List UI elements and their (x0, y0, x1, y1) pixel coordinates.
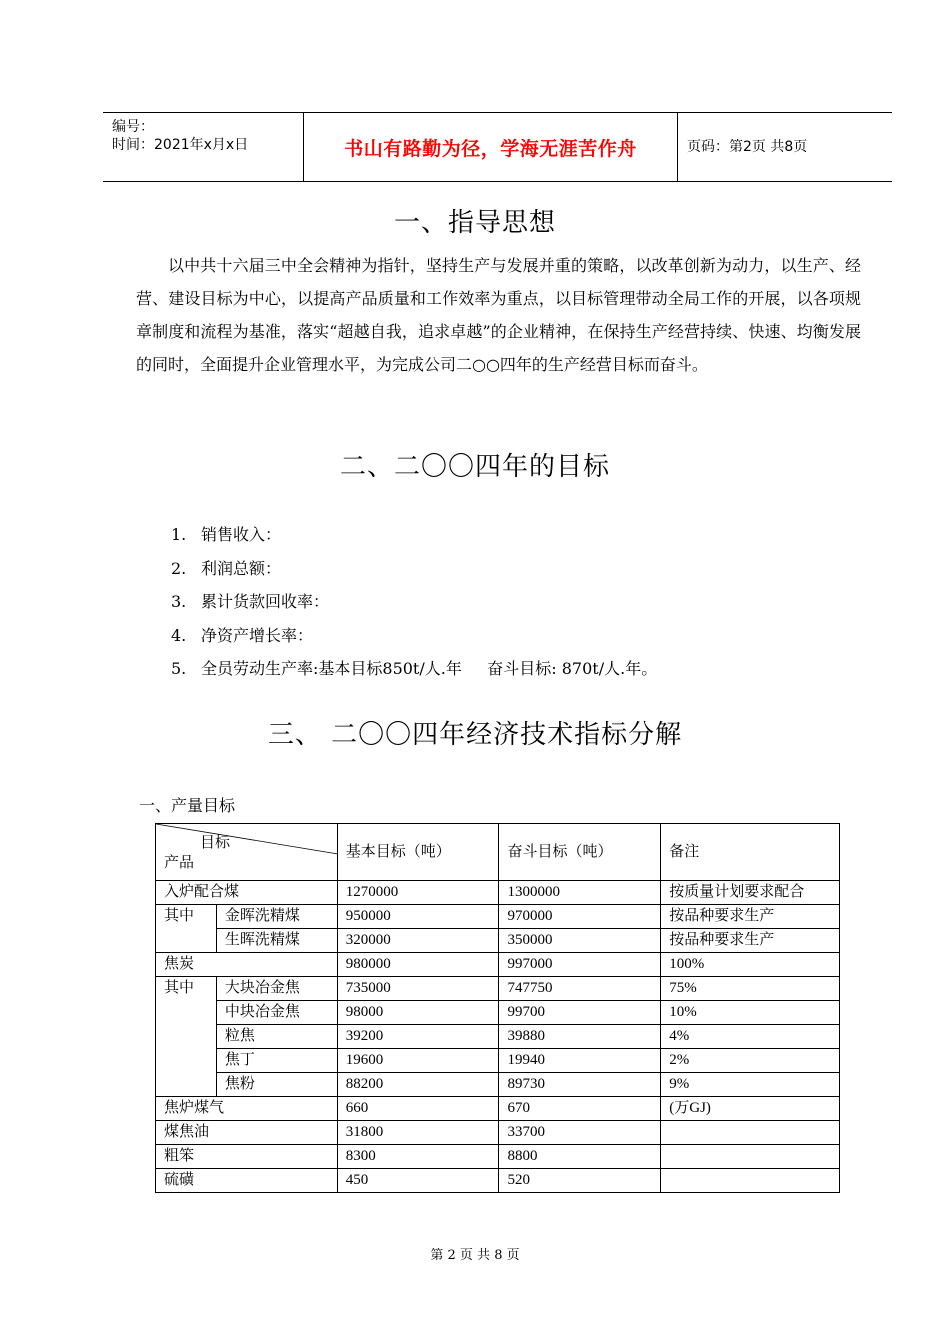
table-cell: 生晖洗精煤 (216, 929, 337, 953)
table-cell: 670 (499, 1097, 661, 1121)
table-row (156, 977, 840, 1001)
table-cell: 89730 (499, 1073, 661, 1097)
table-cell: 入炉配合煤 (156, 881, 338, 905)
table-cell: 按品种要求生产 (661, 929, 840, 953)
table-cell (661, 1121, 840, 1145)
table-cell: 其中 (156, 905, 217, 953)
table-row (156, 1049, 840, 1073)
table-cell: 980000 (337, 953, 499, 977)
table-cell: 8300 (337, 1145, 499, 1169)
section1-body: 以中共十六届三中全会精神为指针，坚持生产与发展并重的策略，以改革创新为动力，以生产、经营、建设目标为中心，以提高产品质量和工作效率为重点，以目标管理带动全局工作的开展，以各项规章制度和流程为基准，落实“超越自我，追求卓越”的企业精神，在保持生产经营持续、快速、均衡发展的同时，全面提升企业管理水平，为完成公司二○○四年的生产经营目标而奋斗。 (136, 256, 861, 374)
table-cell: 320000 (337, 929, 499, 953)
table-row (156, 929, 840, 953)
section1-title: 一、指导思想 (393, 208, 556, 238)
table-row (156, 881, 840, 905)
header-target-label: 目标 (200, 835, 231, 851)
table-cell: 按品种要求生产 (661, 905, 840, 929)
table-cell: 75% (661, 977, 840, 1001)
table-row (156, 1025, 840, 1049)
goals-list (171, 518, 657, 686)
goal-item: 3. 累计货款回收率： (171, 592, 330, 611)
table-cell: 19600 (337, 1049, 499, 1073)
table-cell: 其中 (156, 977, 217, 1097)
table-row (156, 905, 840, 929)
table-cell: 950000 (337, 905, 499, 929)
goal-item: 5. 全员劳动生产率:基本目标850t/人.年 奋斗目标: 870t/人.年。 (171, 659, 658, 678)
table-cell: 焦炭 (156, 953, 338, 977)
table-cell: 4% (661, 1025, 840, 1049)
table-row (156, 1121, 840, 1145)
table-cell: 按质量计划要求配合 (661, 881, 840, 905)
table-cell: 粗笨 (156, 1145, 338, 1169)
table-cell: 450 (337, 1169, 499, 1193)
section3-title: 三、 二〇〇四年经济技术指标分解 (267, 720, 683, 750)
header-note: 备注 (661, 824, 840, 881)
table-cell: 9% (661, 1073, 840, 1097)
section2-title: 二、二〇〇四年的目标 (339, 452, 610, 482)
table-row (156, 1145, 840, 1169)
table-cell: 10% (661, 1001, 840, 1025)
table-cell: 970000 (499, 905, 661, 929)
goal-item: 2. 利润总额： (171, 558, 282, 578)
table-cell: (万GJ) (661, 1097, 840, 1121)
table-cell: 997000 (499, 953, 661, 977)
table-cell: 31800 (337, 1121, 499, 1145)
table-cell: 8800 (499, 1145, 661, 1169)
table-row (156, 1097, 840, 1121)
table-cell (661, 1169, 840, 1193)
table-cell: 19940 (499, 1049, 661, 1073)
table-cell (661, 1145, 840, 1169)
table-cell: 99700 (499, 1001, 661, 1025)
table-row (156, 1001, 840, 1025)
number-label: 编号： (112, 119, 154, 135)
table-row (156, 953, 840, 977)
table-cell: 硫磺 (156, 1169, 338, 1193)
table-cell: 39200 (337, 1025, 499, 1049)
table-cell: 大块冶金焦 (216, 977, 337, 1001)
goal-item: 4. 净资产增长率： (171, 625, 314, 645)
output-target-label: 一、产量目标 (139, 796, 236, 815)
table-row (156, 1169, 840, 1193)
table-cell: 100% (661, 953, 840, 977)
time-label: 时间：2021年x月x日 (112, 137, 249, 153)
header-page-label: 页码：第2页 共8页 (687, 139, 808, 155)
diagonal-header-cell (156, 824, 338, 881)
table-cell: 焦粉 (216, 1073, 337, 1097)
table-cell: 350000 (499, 929, 661, 953)
table-cell: 39880 (499, 1025, 661, 1049)
table-header-row (156, 824, 840, 881)
header-strive: 奋斗目标（吨） (499, 824, 661, 881)
table-cell: 金晖洗精煤 (216, 905, 337, 929)
table-cell: 焦炉煤气 (156, 1097, 338, 1121)
table-cell: 焦丁 (216, 1049, 337, 1073)
table-cell: 660 (337, 1097, 499, 1121)
table-cell: 33700 (499, 1121, 661, 1145)
table-cell: 98000 (337, 1001, 499, 1025)
header-product-label: 产品 (164, 855, 195, 871)
table-row (156, 1073, 840, 1097)
table-cell: 1270000 (337, 881, 499, 905)
table-cell: 747750 (499, 977, 661, 1001)
table-cell: 735000 (337, 977, 499, 1001)
table-cell: 中块冶金焦 (216, 1001, 337, 1025)
table-cell: 1300000 (499, 881, 661, 905)
page-footer: 第 2 页 共 8 页 (430, 1248, 520, 1263)
production-table (155, 823, 840, 1193)
table-cell: 粒焦 (216, 1025, 337, 1049)
table-cell: 2% (661, 1049, 840, 1073)
goal-item: 1. 销售收入： (171, 525, 282, 544)
header-meta (103, 113, 304, 181)
table-cell: 520 (499, 1169, 661, 1193)
table-cell: 煤焦油 (156, 1121, 338, 1145)
header-basic: 基本目标（吨） (337, 824, 499, 881)
table-cell: 88200 (337, 1073, 499, 1097)
page-header (103, 112, 892, 182)
header-motto: 书山有路勤为径，学海无涯苦作舟 (304, 113, 678, 181)
